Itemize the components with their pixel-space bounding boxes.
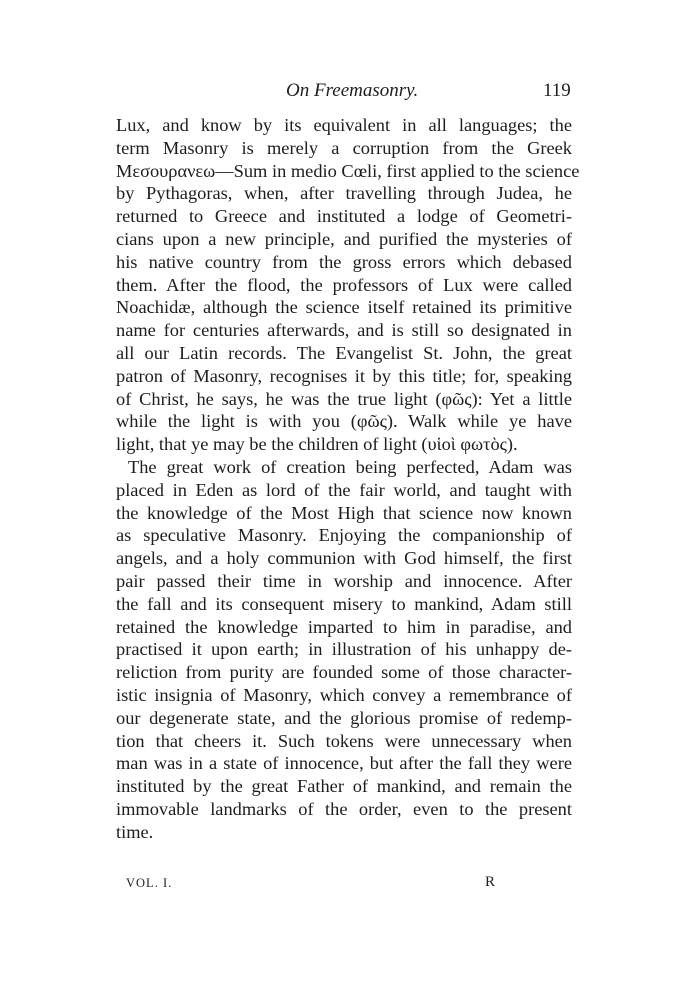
text-line: his native country from the gross errors which debased [116,251,572,272]
running-title: On Freemasonry. [286,80,419,101]
signature-mark: R [485,874,496,890]
text-line: our degenerate state, and the glorious promise of redemp- [116,707,572,728]
text-line: Noachidæ, although the science itself retained its primitive [116,297,572,318]
text-line: by Pythagoras, when, after travelling through Judea, he [116,183,572,204]
text-line: as speculative Masonry. Enjoying the companionship of [116,525,572,546]
text-line: placed in Eden as lord of the fair world, and taught with [116,479,572,500]
page-header [0,80,681,106]
text-line: angels, and a holy communion with God himself, the first [116,548,572,569]
text-line: name for centuries afterwards, and is still so designated in [116,320,572,341]
text-line: man was in a state of innocence, but after the fall they were [116,753,572,774]
text-line: while the light is with you (φῶς). Walk while ye have [116,411,572,432]
text-line: Lux, and know by its equivalent in all languages; the [116,115,572,135]
text-line: light, that ye may be the children of light (υἱοὶ φωτὸς). [116,434,518,455]
text-line: the fall and its consequent misery to mankind, Adam still [116,593,572,614]
volume-label: VOL. I. [126,876,173,890]
text-line: istic insignia of Masonry, which convey a remembrance of [116,684,572,705]
text-line: time. [116,821,154,842]
text-line: returned to Greece and instituted a lodge of Geometri- [116,206,572,227]
text-line: instituted by the great Father of mankind, and remain the [116,776,572,797]
text-line: tion that cheers it. Such tokens were unnecessary when [116,730,572,751]
text-line: the knowledge of the Most High that science now known [116,502,572,523]
text-line: immovable landmarks of the order, even to the present [116,798,572,819]
text-line: of Christ, he says, he was the true light (φῶς): Yet a little [116,388,572,409]
text-line: all our Latin records. The Evangelist St. John, the great [116,342,572,363]
text-line: reliction from purity are founded some of those character- [116,662,572,683]
text-line: practised it upon earth; in illustration of his unhappy de- [116,639,572,660]
text-line: term Masonry is merely a corruption from the Greek [116,137,572,158]
text-line: retained the knowledge imparted to him in paradise, and [116,616,572,637]
body-text [116,114,580,844]
text-line: Μεσουρανεω—Sum in medio Cœli, first applied to the science [116,160,580,181]
text-line: patron of Masonry, recognises it by this title; for, speaking [116,365,572,386]
text-line: pair passed their time in worship and innocence. After [116,570,572,591]
text-line: cians upon a new principle, and purified the mysteries of [116,228,572,249]
text-line: The great work of creation being perfected, Adam was [128,456,572,477]
text-line: them. After the flood, the professors of Lux were called [116,274,572,295]
page-number: 119 [543,80,571,101]
page-footer [0,876,681,896]
